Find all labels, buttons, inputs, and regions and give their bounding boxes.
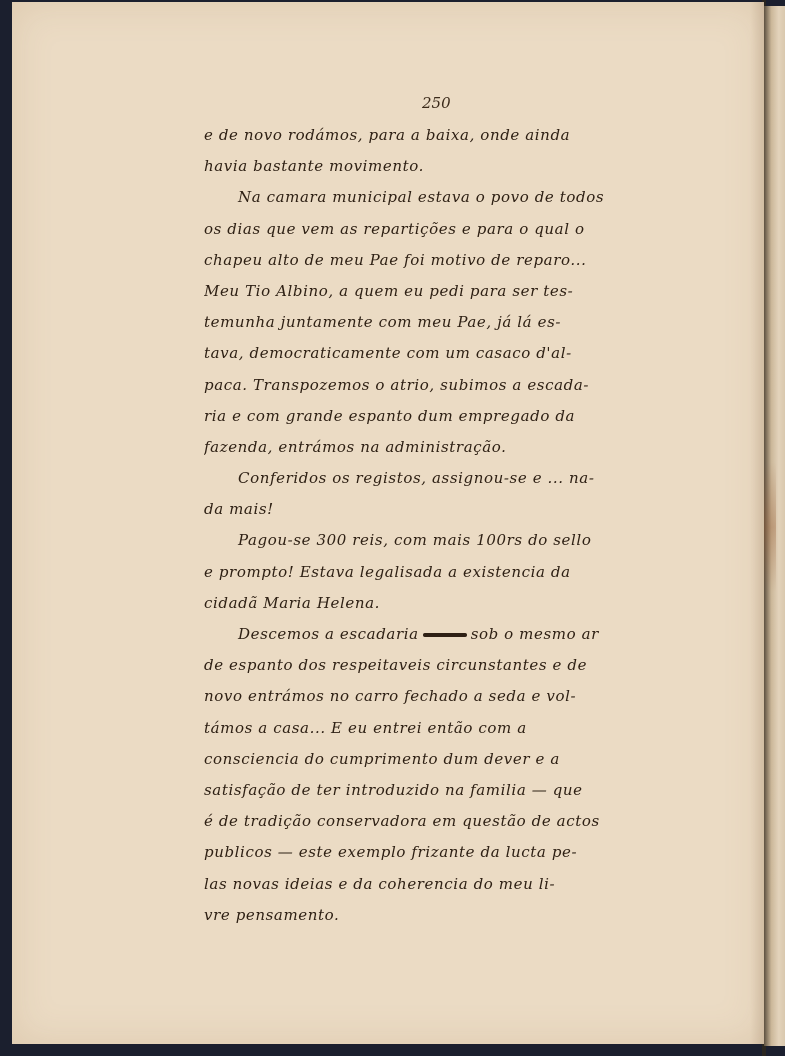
page-edge-stain [764,462,776,592]
page-number: 250 [422,94,451,112]
text-line: Na camara municipal estava o povo de todos [238,188,605,207]
text-line: de espanto dos respeitaveis circunstantes e de [204,656,588,675]
text-line: fazenda, entrámos na administração. [204,437,507,456]
text-line: os dias que vem as repartições e para o qual o [204,219,585,238]
text-line: Conferidos os registos, assignou-se e ... na- [238,469,595,488]
text-line: da mais! [204,500,274,519]
manuscript-page [12,2,764,1044]
text-line: ria e com grande espanto dum empregado da [204,406,576,425]
text-line: novo entrámos no carro fechado a seda e vol- [204,687,577,706]
text-line: chapeu alto de meu Pae foi motivo de reparo... [204,250,587,269]
handwritten-text-block [204,120,704,931]
text-line: temunha juntamente com meu Pae, já lá es- [204,313,562,332]
text-line: vre pensamento. [204,905,340,924]
text-line: consciencia do cumprimento dum dever e a [204,749,560,768]
text-line: cidadã Maria Helena. [204,593,381,612]
struck-out-word [423,633,467,637]
text-line: Meu Tio Albino, a quem eu pedi para ser tes- [204,281,574,300]
text-line: e de novo rodámos, para a baixa, onde ainda [204,126,571,144]
text-line: tava, democraticamente com um casaco d'al- [204,344,572,363]
text-line [204,619,704,650]
text-line: publicos — este exemplo frizante da lucta pe- [204,843,578,862]
text-line: é de tradição conservadora em questão de actos [204,812,600,831]
text-line: havia bastante movimento. [204,157,424,176]
text-line: e prompto! Estava legalisada a existencia da [204,562,571,581]
text-line: las novas ideias e da coherencia do meu li- [204,874,556,893]
text-line: satisfação de ter introduzido na familia — que [204,780,583,799]
text-line-part: sob o mesmo ar [470,625,599,643]
text-line-part: Descemos a escadaria [238,625,419,643]
text-line: paca. Transpozemos o atrio, subimos a escada- [204,375,590,394]
text-line: Pagou-se 300 reis, com mais 100rs do sello [238,531,592,550]
text-line: támos a casa... E eu entrei então com a [204,718,527,737]
